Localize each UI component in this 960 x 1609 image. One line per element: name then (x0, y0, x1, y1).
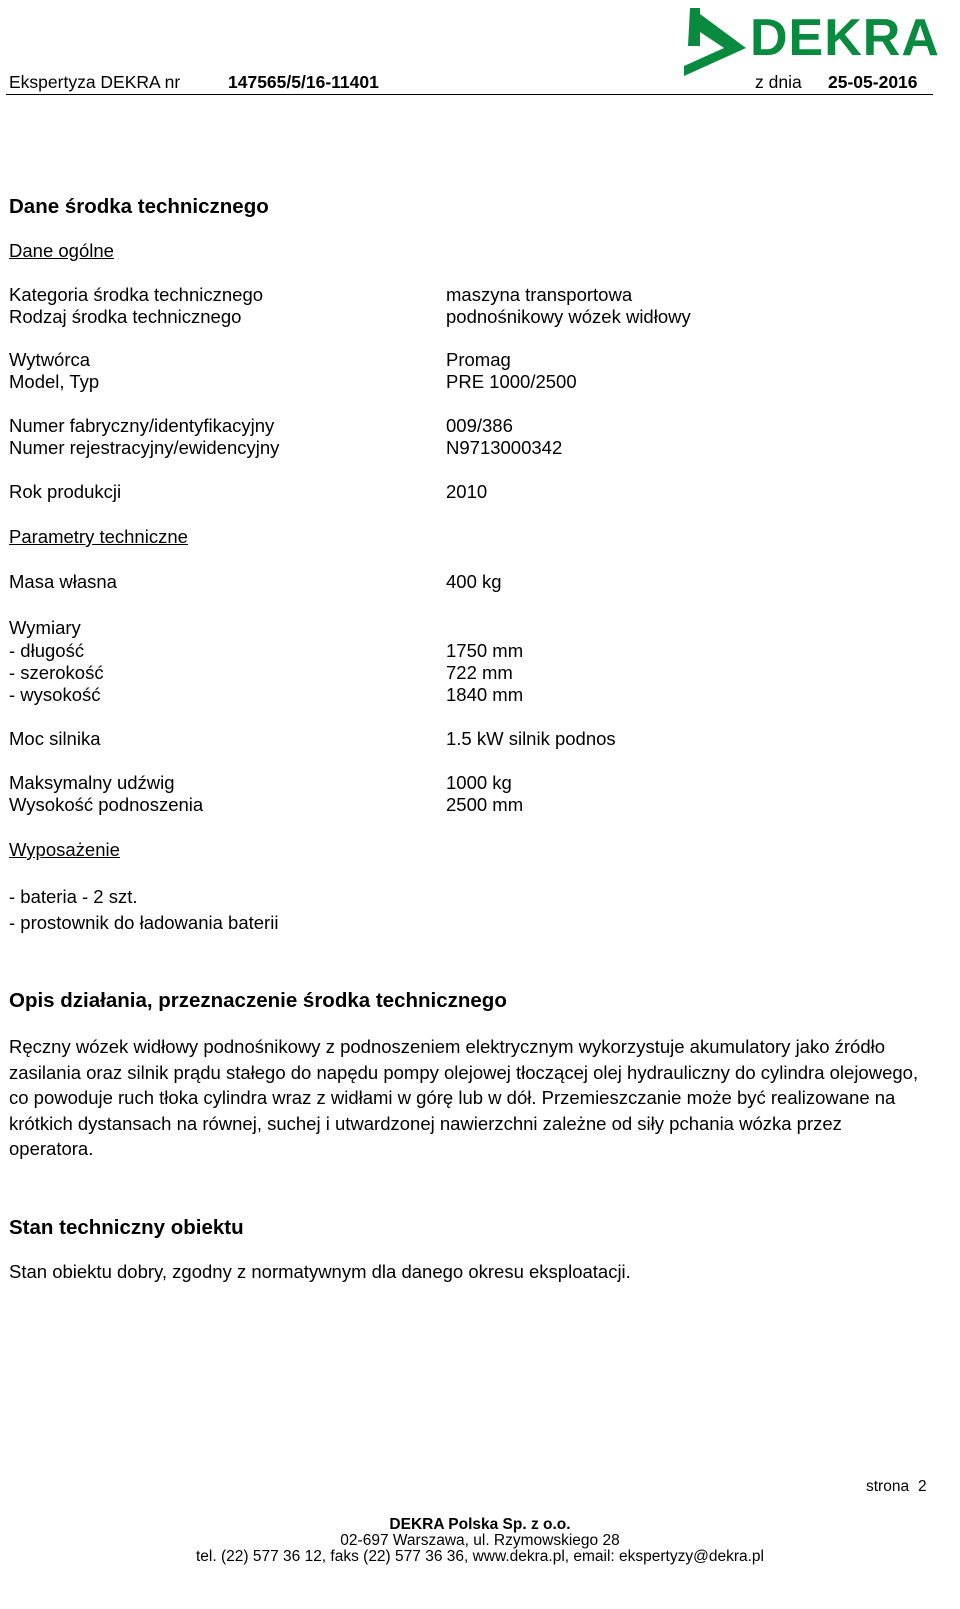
section-title-description: Opis działania, przeznaczenie środka technicznego (9, 989, 507, 1012)
row-value: Promag (446, 349, 511, 370)
date-value: 25-05-2016 (828, 72, 918, 92)
footer-company: DEKRA Polska Sp. z o.o. (389, 1516, 571, 1533)
row-value: PRE 1000/2500 (446, 371, 577, 392)
page-number: 2 (918, 1478, 927, 1495)
row-value: 2500 mm (446, 794, 524, 815)
dekra-logo-mark (680, 6, 752, 78)
header-rule (6, 94, 933, 95)
row-value: maszyna transportowa (446, 284, 633, 305)
equipment-item: - bateria - 2 szt. (9, 886, 138, 907)
report-label: Ekspertyza DEKRA nr (9, 72, 181, 92)
row-value: N9713000342 (446, 437, 563, 458)
row-label: Rodzaj środka technicznego (9, 306, 242, 327)
page-label: strona (866, 1478, 910, 1495)
row-value: 2010 (446, 481, 488, 502)
row-label: Moc silnika (9, 728, 101, 749)
subsection-general: Dane ogólne (9, 240, 114, 261)
row-label: - długość (9, 640, 85, 661)
equipment-item: - prostownik do ładowania baterii (9, 912, 279, 933)
section-title-condition: Stan techniczny obiektu (9, 1216, 244, 1239)
row-label: Maksymalny udźwig (9, 772, 175, 793)
row-label: Wymiary (9, 617, 81, 638)
section-title-data: Dane środka technicznego (9, 195, 269, 218)
footer-address: 02-697 Warszawa, ul. Rzymowskiego 28 (340, 1532, 620, 1549)
row-label: - szerokość (9, 662, 104, 683)
row-value: 722 mm (446, 662, 513, 683)
report-number: 147565/5/16-11401 (228, 72, 379, 92)
date-label: z dnia (755, 72, 802, 92)
condition-text: Stan obiektu dobry, zgodny z normatywnym dla danego okresu eksploatacji. (9, 1261, 631, 1282)
description-paragraph: Ręczny wózek widłowy podnośnikowy z podnoszeniem elektrycznym wykorzystuje akumulatory jako źródło zasilania oraz silnik prądu stałego do napędu pompy olejowej tłoczącej olej hydrauliczny do cylindra olejowego, co powoduje ruch tłoka cylindra wraz z widłami w górę lub w dół. Przemieszczanie może być realizowane na krótkich dystansach na równej, suchej i utwardzonej nawierzchni zależne od siły pchania wózka przez operatora. (9, 1036, 919, 1159)
row-value: 1000 kg (446, 772, 512, 793)
logo-text: DEKRA (750, 9, 940, 67)
footer-contact: tel. (22) 577 36 12, faks (22) 577 36 36, www.dekra.pl, email: ekspertyzy@dekra.pl (196, 1548, 764, 1565)
row-label: Masa własna (9, 571, 117, 592)
row-value: 1.5 kW silnik podnos (446, 728, 616, 749)
subsection-equipment: Wyposażenie (9, 839, 120, 860)
dekra-logo (680, 6, 940, 78)
row-label: Rok produkcji (9, 481, 122, 502)
logo-shape-top (688, 8, 700, 46)
row-label: Kategoria środka technicznego (9, 284, 264, 305)
subsection-technical: Parametry techniczne (9, 526, 188, 547)
row-value: 400 kg (446, 571, 502, 592)
row-label: Numer rejestracyjny/ewidencyjny (9, 437, 280, 458)
row-value: podnośnikowy wózek widłowy (446, 306, 691, 327)
row-label: Wysokość podnoszenia (9, 794, 204, 815)
row-label: Numer fabryczny/identyfikacyjny (9, 415, 275, 436)
row-label: - wysokość (9, 684, 101, 705)
row-value: 009/386 (446, 415, 513, 436)
row-label: Wytwórca (9, 349, 91, 370)
row-value: 1750 mm (446, 640, 524, 661)
row-value: 1840 mm (446, 684, 524, 705)
row-label: Model, Typ (9, 371, 100, 392)
